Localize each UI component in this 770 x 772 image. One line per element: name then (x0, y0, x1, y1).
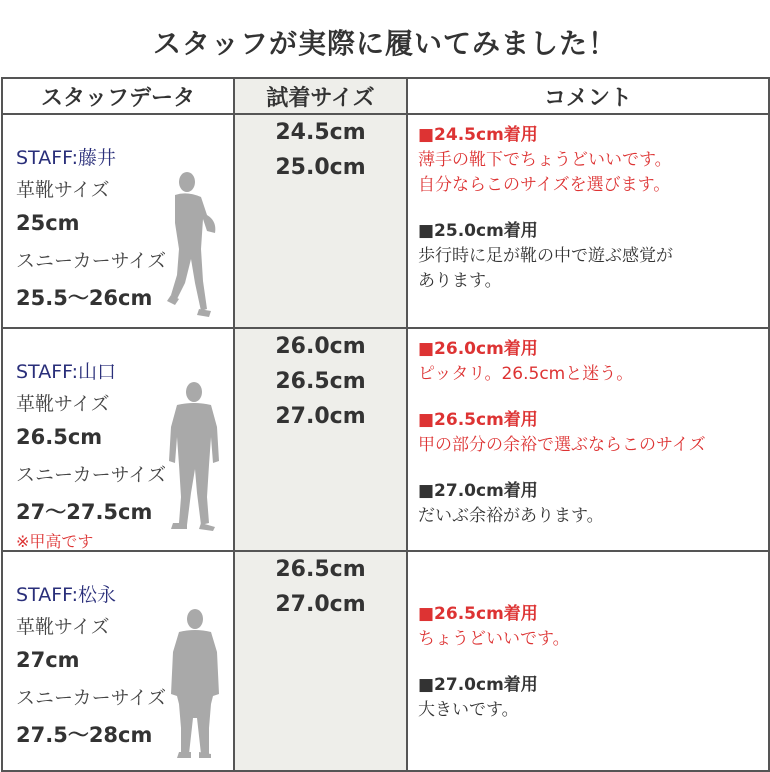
person-silhouette-icon (169, 608, 221, 760)
table-header-row (2, 78, 769, 114)
staff-cell (2, 551, 234, 771)
staff-name: STAFF:山口 (16, 361, 116, 383)
tried-size-cell (234, 551, 407, 771)
comment-text: 大きいです。 (418, 700, 519, 720)
staff-name: STAFF:松永 (16, 584, 116, 606)
tried-size-cell (234, 114, 407, 328)
comment-block (418, 673, 768, 723)
table-row (2, 328, 769, 551)
comment-block (418, 123, 768, 198)
comment-text: 甲の部分の余裕で選ぶならこのサイズ (418, 435, 706, 455)
header-tried-size: 試着サイズ (234, 78, 407, 114)
tried-size-value: 26.5cm (275, 369, 366, 394)
staff-name: STAFF:藤井 (16, 147, 116, 169)
comment-text: 薄手の靴下でちょうどいいです。 (418, 150, 672, 170)
comment-text: あります。 (418, 271, 502, 291)
table-row (2, 551, 769, 771)
comment-heading: ■26.5cm着用 (418, 604, 538, 624)
size-table (1, 77, 770, 772)
sneaker-size-label: スニーカーサイズ (16, 250, 167, 272)
tried-size-value: 24.5cm (275, 120, 366, 145)
leather-size-label: 革靴サイズ (16, 179, 110, 201)
comment-text: ちょうどいいです。 (418, 629, 570, 649)
leather-size-label: 革靴サイズ (16, 616, 110, 638)
leather-size-value: 25cm (16, 211, 80, 235)
comment-cell (407, 551, 769, 771)
header-staff-data: スタッフデータ (2, 78, 234, 114)
comment-block (418, 479, 768, 529)
comment-block (418, 337, 768, 387)
comment-text: 自分ならこのサイズを選びます。 (418, 175, 671, 195)
tried-size-value: 27.0cm (275, 404, 366, 429)
staff-cell (2, 328, 234, 551)
comment-block (418, 219, 768, 294)
comment-cell (407, 114, 769, 328)
comment-cell (407, 328, 769, 551)
comment-text: 歩行時に足が靴の中で遊ぶ感覚が (418, 246, 673, 266)
comment-text: ピッタリ。26.5cmと迷う。 (418, 364, 634, 384)
comment-heading: ■26.5cm着用 (418, 410, 538, 430)
tried-size-value: 26.0cm (275, 334, 366, 359)
leather-size-label: 革靴サイズ (16, 393, 110, 415)
leather-size-value: 27cm (16, 648, 80, 672)
comment-heading: ■25.0cm着用 (418, 221, 538, 241)
comment-block (418, 602, 768, 652)
leather-size-value: 26.5cm (16, 425, 103, 449)
sneaker-size-value: 27〜27.5cm (16, 500, 153, 524)
tried-size-value: 26.5cm (275, 557, 366, 582)
comment-heading: ■26.0cm着用 (418, 339, 538, 359)
person-silhouette-icon (163, 171, 223, 321)
person-silhouette-icon (161, 381, 227, 533)
sneaker-size-value: 25.5〜26cm (16, 286, 153, 310)
sneaker-size-label: スニーカーサイズ (16, 464, 167, 486)
table-row (2, 114, 769, 328)
tried-size-cell (234, 328, 407, 551)
comment-heading: ■24.5cm着用 (418, 125, 538, 145)
staff-cell (2, 114, 234, 328)
sneaker-size-label: スニーカーサイズ (16, 687, 167, 709)
tried-size-value: 27.0cm (275, 592, 366, 617)
sneaker-size-value: 27.5〜28cm (16, 723, 153, 747)
comment-text: だいぶ余裕があります。 (418, 506, 604, 526)
tried-size-value: 25.0cm (275, 155, 366, 180)
note-text: ※甲高です (16, 532, 94, 551)
comment-heading: ■27.0cm着用 (418, 481, 538, 501)
header-comment: コメント (407, 78, 769, 114)
comment-heading: ■27.0cm着用 (418, 675, 538, 695)
comment-block (418, 408, 768, 458)
page-title: スタッフが実際に履いてみました！ (152, 27, 617, 60)
